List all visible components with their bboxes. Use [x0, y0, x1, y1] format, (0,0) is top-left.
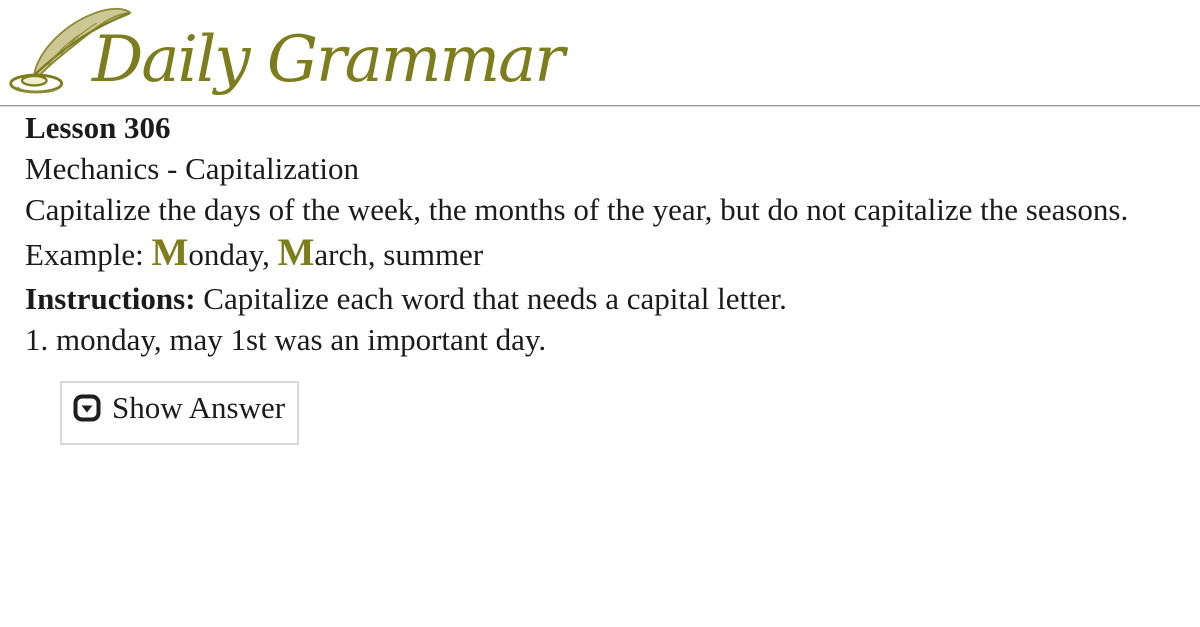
example-capital-letter-1: M [151, 231, 189, 274]
example-line [25, 230, 1175, 278]
site-header [0, 0, 1200, 105]
example-word-rest-2: arch, [314, 237, 384, 272]
site-wordmark: Daily Grammar [92, 23, 563, 97]
lesson-heading [25, 107, 1175, 189]
example-capital-letter-2: M [277, 231, 315, 274]
caret-down-square-icon [73, 394, 101, 422]
instructions-label: Instructions: [25, 281, 196, 316]
lesson-topic: Mechanics - Capitalization [25, 151, 359, 186]
example-label: Example: [25, 237, 152, 272]
show-answer-label: Show Answer [112, 390, 286, 425]
example-word-3: summer [383, 237, 484, 272]
instructions-line [25, 278, 1175, 319]
example-word-rest-1: onday, [188, 237, 278, 272]
lesson-number: Lesson 306 [25, 110, 171, 145]
instructions-text: Capitalize each word that needs a capital letter. [195, 281, 787, 316]
lesson-content [0, 107, 1200, 445]
rule-text: Capitalize the days of the week, the months of the year, but do not capitalize the seasons. [25, 192, 1129, 227]
show-answer-button[interactable] [60, 381, 299, 445]
site-logo-link[interactable] [6, 6, 563, 96]
exercise-item-1: 1. monday, may 1st was an important day. [25, 322, 547, 357]
